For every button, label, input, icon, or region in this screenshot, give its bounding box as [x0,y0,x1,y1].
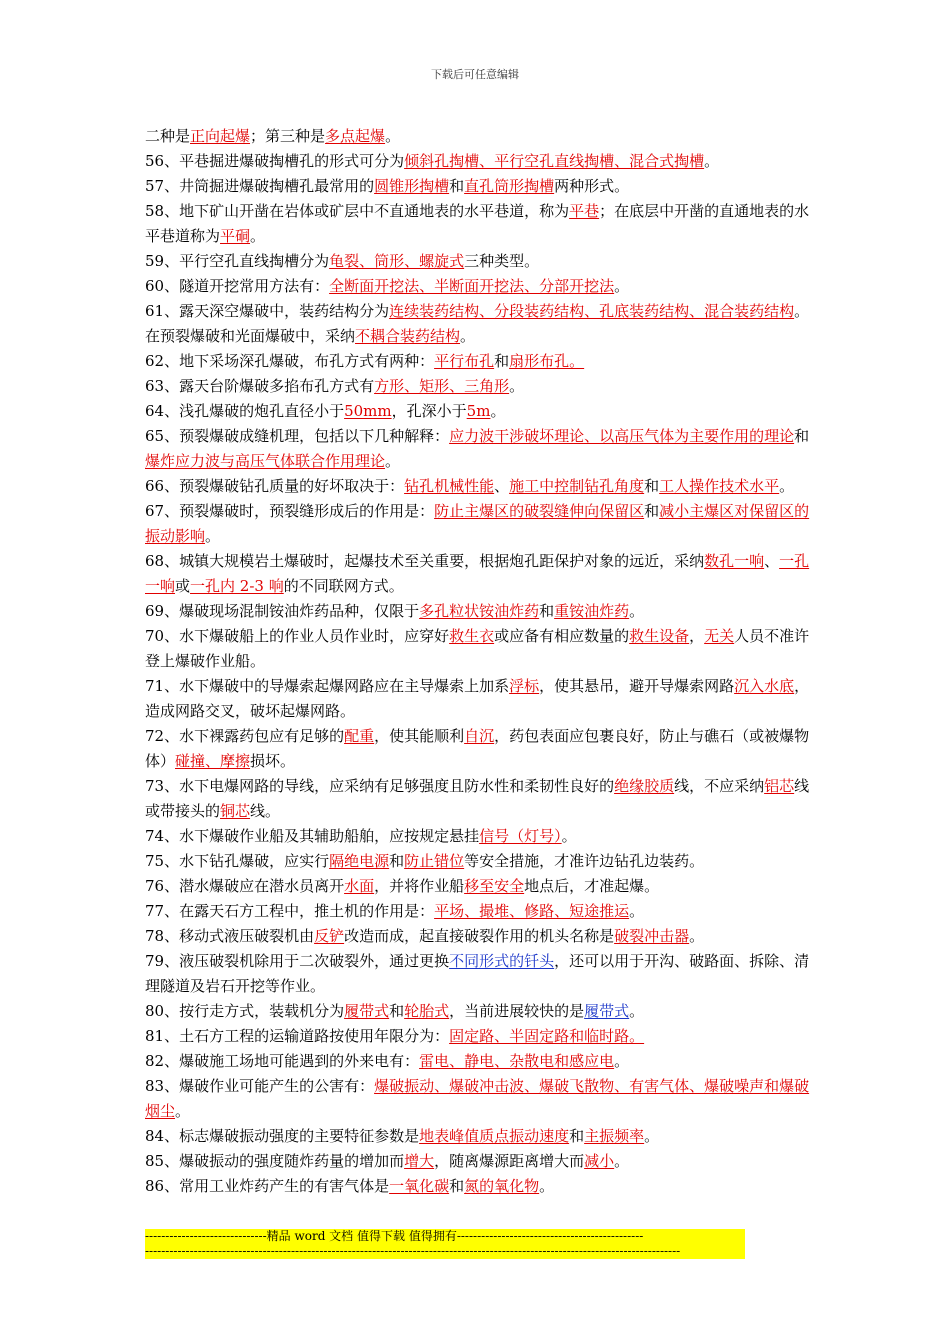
question-paragraph [145,949,817,999]
answer-text: 主振频率 [584,1127,645,1145]
question-text: 或应备有相应数量的 [494,627,630,645]
question-text: 77、在露天石方工程中，推土机的作用是： [145,902,435,920]
question-paragraph [145,349,817,374]
question-text: 69、爆破现场混制铵油炸药品种，仅限于 [145,602,420,620]
question-paragraph [145,849,817,874]
question-text: 和 [569,1127,585,1145]
question-text: 。 [704,152,720,170]
question-text: 70、水下爆破船上的作业人员作业时，应穿好 [145,627,450,645]
question-text: 和 [644,502,660,520]
question-text: 等安全措施，才准许边钻孔边装药。 [464,852,705,870]
answer-text: 直孔筒形掏槽 [464,177,555,195]
answer-text: 移至安全 [464,877,525,895]
answer-text: 一孔内 2-3 响 [190,577,284,595]
question-text: 。 [629,602,645,620]
question-paragraph [145,1074,817,1124]
question-text: 。 [539,1177,555,1195]
question-text: 68、城镇大规模岩土爆破时，起爆技术至关重要，根据炮孔距保护对象的远近，采纳 [145,552,705,570]
question-paragraph [145,424,817,474]
question-text: 和 [389,852,405,870]
question-text: 74、水下爆破作业船及其辅助船舶，应按规定悬挂 [145,827,480,845]
question-text: 。 [175,1102,191,1120]
question-text: 。 [490,402,506,420]
answer-text: 减小 [584,1152,615,1170]
answer-text: 施工中控制钻孔角度 [509,477,645,495]
question-text: 62、地下采场深孔爆破，布孔方式有两种： [145,352,435,370]
question-text: 79、液压破裂机除用于二次破裂外，通过更换 [145,952,450,970]
answer-text: 铜芯 [220,802,251,820]
answer-text: 数孔一响 [704,552,765,570]
question-text: 。 [385,127,401,145]
question-text: 和 [494,352,510,370]
question-text: 损坏。 [250,752,296,770]
question-paragraph [145,174,817,199]
answer-text: 应力波干涉破坏理论、以高压气体为主要作用的理论 [449,427,795,445]
answer-text: 信号（灯号） [479,827,562,845]
question-text: ，使其能顺利 [374,727,465,745]
answer-text: 隔绝电源 [329,852,390,870]
question-text: 83、爆破作业可能产生的公害有： [145,1077,375,1095]
question-paragraph [145,149,817,174]
question-paragraph [145,549,817,599]
question-paragraph [145,474,817,499]
footer-banner: ------------------------------精品 word 文档 值得下载 值得拥有---------------------------------------------- [145,1229,745,1244]
question-text: 线。 [250,802,281,820]
question-text: 人员不准许登上爆破作业船。 [145,627,810,670]
answer-text: 50mm [344,402,392,420]
question-text: 。 [250,227,266,245]
question-text: 84、标志爆破振动强度的主要特征参数是 [145,1127,420,1145]
answer-text: 减小主爆区对保留区的振动影响 [145,502,810,545]
question-text: 三种类型。 [464,252,540,270]
answer-text: 反铲 [314,927,345,945]
answer-text: 爆破振动、爆破冲击波、爆破飞散物、有害气体、爆破噪声和爆破烟尘 [145,1077,810,1120]
answer-text: 浮标 [509,677,540,695]
question-paragraph [145,824,817,849]
question-text: 。 [689,927,705,945]
question-text: 线或带接头的 [145,777,810,820]
question-text: 86、常用工业炸药产生的有害气体是 [145,1177,390,1195]
answer-text: 连续装药结构、分段装药结构、孔底装药结构、混合装药结构 [389,302,795,320]
answer-text: 防止错位 [404,852,465,870]
question-text: 和 [644,477,660,495]
question-text: 、 [494,477,510,495]
question-text: 。 [509,377,525,395]
question-text: 。 [644,1127,660,1145]
answer-text: 破裂冲击器 [614,927,690,945]
question-paragraph [145,1049,817,1074]
answer-text: 固定路、半固定路和临时路。 [449,1027,645,1045]
answer-text: 雷电、静电、杂散电和感应电 [419,1052,615,1070]
question-text: 。 [614,277,630,295]
answer-text: 圆锥形掏槽 [374,177,450,195]
question-paragraph [145,1024,817,1049]
question-text: 和 [389,1002,405,1020]
question-text: 72、水下裸露药包应有足够的 [145,727,345,745]
question-paragraph [145,374,817,399]
question-paragraph [145,249,817,274]
question-paragraph [145,399,817,424]
question-text: 61、露天深空爆破中，装药结构分为 [145,302,390,320]
question-text: 63、露天台阶爆破多掐布孔方式有 [145,377,375,395]
answer-text: 平行布孔 [434,352,495,370]
answer-text: 全断面开挖法、半断面开挖法、分部开挖法 [329,277,615,295]
question-text: 67、预裂爆破时，预裂缝形成后的作用是： [145,502,435,520]
question-text: 76、潜水爆破应在潜水员离开 [145,877,345,895]
question-text: ，造成网路交叉，破坏起爆网路。 [145,677,810,720]
answer-text: 多点起爆 [325,127,386,145]
answer-text: 方形、矩形、三角形 [374,377,510,395]
question-text: 或 [175,577,191,595]
question-text: ，并将作业船 [374,877,465,895]
question-text: 。 [205,527,221,545]
answer-text: 配重 [344,727,375,745]
question-paragraph [145,874,817,899]
question-text: ，还可以用于开沟、破路面、拆除、清理隧道及岩石开挖等作业。 [145,952,810,995]
question-text: 线，不应采纳 [674,777,765,795]
question-text: 65、预裂爆破成缝机理，包括以下几种解释： [145,427,450,445]
answer-text: 重铵油炸药 [554,602,630,620]
answer-text: 5m [466,402,491,420]
question-text: 和 [449,177,465,195]
answer-text: 一氧化碳 [389,1177,450,1195]
question-text: 60、隧道开挖常用方法有： [145,277,330,295]
question-text: 。 [629,902,645,920]
answer-text: 不耦合装药结构 [355,327,461,345]
question-text: 59、平行空孔直线掏槽分为 [145,252,330,270]
question-text: 81、土石方工程的运输道路按使用年限分为： [145,1027,450,1045]
answer-text: 轮胎式 [404,1002,450,1020]
question-text: 。 [561,827,577,845]
answer-text: 龟裂、筒形、螺旋式 [329,252,465,270]
question-text: ，孔深小于 [391,402,467,420]
answer-text: 救生设备 [629,627,690,645]
question-text: 57、井筒掘进爆破掏槽孔最常用的 [145,177,375,195]
document-body [145,124,817,1199]
question-paragraph [145,599,817,624]
question-text: 58、地下矿山开凿在岩体或矿层中不直通地表的水平巷道，称为 [145,202,570,220]
answer-text: 工人操作技术水平 [659,477,780,495]
question-paragraph [145,774,817,824]
answer-text: 平巷 [569,202,600,220]
question-text: 。 [629,1002,645,1020]
answer-text: 铝芯 [764,777,795,795]
answer-text: 不同形式的钎头 [449,952,555,970]
question-paragraph [145,274,817,299]
page-header: 下载后可任意编辑 [431,68,519,81]
question-text: ；在底层中开凿的直通地表的水平巷道称为 [145,202,810,245]
answer-text: 倾斜孔掏槽、平行空孔直线掏槽、混合式掏槽 [404,152,705,170]
question-text: 地点后，才准起爆。 [524,877,660,895]
answer-text: 爆炸应力波与高压气体联合作用理论 [145,452,386,470]
answer-text: 平硐 [220,227,251,245]
question-paragraph [145,999,817,1024]
question-text: 和 [539,602,555,620]
question-paragraph [145,299,817,349]
question-text: 和 [449,1177,465,1195]
question-text: 66、预裂爆破钻孔质量的好坏取决于： [145,477,405,495]
question-text: 。 [614,1152,630,1170]
question-text: 64、浅孔爆破的炮孔直径小于 [145,402,345,420]
answer-text: 一孔一响 [145,552,810,595]
answer-text: 扇形布孔。 [509,352,585,370]
question-paragraph [145,674,817,724]
question-paragraph [145,199,817,249]
answer-text: 水面 [344,877,375,895]
question-text: 的不同联网方式。 [283,577,404,595]
question-text: 、 [764,552,780,570]
question-paragraph [145,924,817,949]
answer-text: 地表峰值质点振动速度 [419,1127,570,1145]
answer-text: 多孔粒状铵油炸药 [419,602,540,620]
question-text: 73、水下电爆网路的导线，应采纳有足够强度且防水性和柔韧性良好的 [145,777,615,795]
question-text: ，随离爆源距离增大而 [434,1152,585,1170]
question-text: ，药包表面应包裹良好，防止与礁石（或被爆物体） [145,727,810,770]
question-text: 71、水下爆破中的导爆索起爆网路应在主导爆索上加系 [145,677,510,695]
answer-text: 钻孔机械性能 [404,477,495,495]
question-text: 。 [460,327,476,345]
answer-text: 沉入水底 [734,677,795,695]
question-text: 56、平巷掘进爆破掏槽孔的形式可分为 [145,152,405,170]
question-paragraph [145,1174,817,1199]
answer-text: 平场、撮堆、修路、短途推运 [434,902,630,920]
question-text: 78、移动式液压破裂机由 [145,927,315,945]
answer-text: 绝缘胶质 [614,777,675,795]
question-text: 85、爆破振动的强度随炸药量的增加而 [145,1152,405,1170]
footer-divider: ------------------------------------------------------------------------------------------------------------------------------------ [145,1244,745,1259]
answer-text: 碰撞、摩擦 [175,752,251,770]
question-text: 75、水下钻孔爆破，应实行 [145,852,330,870]
question-paragraph [145,124,817,149]
question-text: 。 [779,477,795,495]
question-text: ， [689,627,705,645]
page-footer [145,1229,745,1259]
question-text: 。在预裂爆破和光面爆破中，采纳 [145,302,810,345]
question-text: 两种形式。 [554,177,630,195]
answer-text: 无关 [704,627,735,645]
question-paragraph [145,624,817,674]
question-text: 82、爆破施工场地可能遇到的外来电有： [145,1052,420,1070]
question-text: ，使其悬吊，避开导爆索网路 [539,677,735,695]
question-text: 80、按行走方式，装载机分为 [145,1002,345,1020]
question-paragraph [145,724,817,774]
answer-text: 救生衣 [449,627,495,645]
answer-text: 自沉 [464,727,495,745]
question-text: ，当前进展较快的是 [449,1002,585,1020]
answer-text: 履带式 [584,1002,630,1020]
question-text: 和 [794,427,810,445]
question-text: ；第三种是 [250,127,326,145]
answer-text: 履带式 [344,1002,390,1020]
question-text: 二种是 [145,127,191,145]
answer-text: 增大 [404,1152,435,1170]
question-paragraph [145,499,817,549]
question-text: 。 [385,452,401,470]
answer-text: 氮的氧化物 [464,1177,540,1195]
answer-text: 防止主爆区的破裂缝伸向保留区 [434,502,645,520]
question-paragraph [145,899,817,924]
question-text: 改造而成，起直接破裂作用的机头名称是 [344,927,615,945]
question-paragraph [145,1124,817,1149]
question-text: 。 [614,1052,630,1070]
question-paragraph [145,1149,817,1174]
answer-text: 正向起爆 [190,127,251,145]
